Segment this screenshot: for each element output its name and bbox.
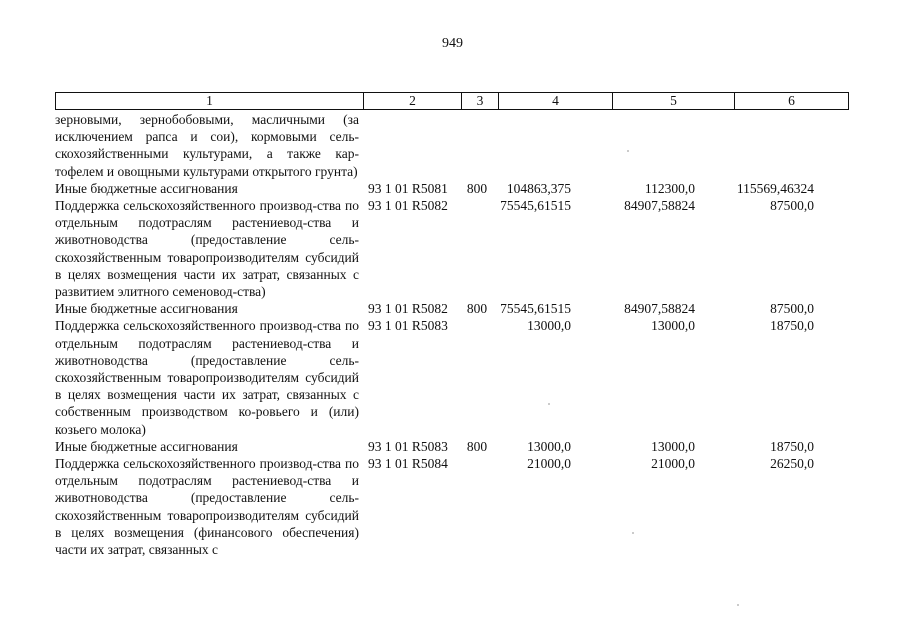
row-code: 93 1 01 R5083 bbox=[368, 438, 448, 454]
row-value-col4: 75545,61515 bbox=[500, 198, 571, 214]
row-expense-type bbox=[459, 197, 495, 300]
scan-speck bbox=[548, 403, 550, 405]
table-row bbox=[55, 197, 842, 300]
table-row bbox=[55, 455, 842, 558]
row-expense-type: 800 bbox=[466, 180, 488, 196]
row-value-col6 bbox=[729, 111, 842, 180]
row-value-col4 bbox=[495, 111, 608, 180]
row-value-col5 bbox=[608, 111, 729, 180]
row-value-col5: 112300,0 bbox=[644, 180, 695, 196]
column-header-6: 6 bbox=[735, 93, 849, 110]
column-header-row bbox=[56, 93, 849, 110]
row-value-col6: 18750,0 bbox=[770, 318, 814, 334]
page-number: 949 bbox=[442, 36, 463, 51]
column-header-3: 3 bbox=[462, 93, 499, 110]
table-row bbox=[55, 300, 842, 317]
row-value-col5: 84907,58824 bbox=[624, 301, 695, 317]
row-code: 93 1 01 R5084 bbox=[368, 456, 448, 472]
row-description: зерновыми, зернобобовыми, масличными (за исключением рапса и сои), кормовыми сель-скохозяйственными культурами, а также кар-тофелем и овощными культурами открытого грунта) bbox=[55, 112, 359, 179]
row-value-col6: 115569,46324 bbox=[736, 180, 814, 196]
row-description: Иные бюджетные ассигнования bbox=[55, 301, 238, 317]
row-expense-type bbox=[459, 111, 495, 180]
row-value-col4: 21000,0 bbox=[527, 456, 571, 472]
row-description: Поддержка сельскохозяйственного производ-ства по отдельным подотраслям растениевод-ства и животноводства (предоставление сель-скохозяйственным товаропроизводителям субсидий в целях возмещения (финансового обеспечения) части их затрат, связанных с bbox=[55, 456, 359, 558]
row-value-col6: 87500,0 bbox=[770, 198, 814, 214]
row-value-col5: 84907,58824 bbox=[624, 198, 695, 214]
column-header-2: 2 bbox=[364, 93, 462, 110]
column-header-table bbox=[55, 92, 849, 110]
row-expense-type bbox=[459, 455, 495, 558]
row-expense-type: 800 bbox=[466, 438, 488, 454]
row-value-col5: 13000,0 bbox=[651, 438, 695, 454]
row-value-col4: 104863,375 bbox=[506, 180, 571, 196]
row-code bbox=[362, 111, 459, 180]
row-expense-type bbox=[459, 317, 495, 437]
row-code: 93 1 01 R5081 bbox=[368, 180, 448, 196]
column-header-4: 4 bbox=[499, 93, 613, 110]
row-value-col6: 87500,0 bbox=[770, 301, 814, 317]
row-code: 93 1 01 R5082 bbox=[368, 301, 448, 317]
row-value-col4: 13000,0 bbox=[527, 438, 571, 454]
row-value-col6: 26250,0 bbox=[770, 456, 814, 472]
row-value-col6: 18750,0 bbox=[770, 438, 814, 454]
row-description: Поддержка сельскохозяйственного производ-ства по отдельным подотраслям растениевод-ства и животноводства (предоставление сель-скохозяйственным товаропроизводителям субсидий в целях возмещения части их затрат, связанных с развитием элитного семеновод-ства) bbox=[55, 198, 359, 300]
row-value-col4: 13000,0 bbox=[527, 318, 571, 334]
scan-speck bbox=[737, 604, 739, 606]
table-row bbox=[55, 180, 842, 197]
scan-speck bbox=[632, 532, 634, 534]
table-row bbox=[55, 111, 842, 180]
budget-table bbox=[55, 111, 842, 558]
scan-speck bbox=[627, 150, 629, 152]
column-header-1: 1 bbox=[56, 93, 364, 110]
row-description: Иные бюджетные ассигнования bbox=[55, 180, 238, 196]
row-description: Иные бюджетные ассигнования bbox=[55, 438, 238, 454]
row-expense-type: 800 bbox=[466, 301, 488, 317]
column-header-5: 5 bbox=[613, 93, 735, 110]
row-code: 93 1 01 R5083 bbox=[368, 318, 448, 334]
table-row bbox=[55, 438, 842, 455]
row-code: 93 1 01 R5082 bbox=[368, 198, 448, 214]
table-row bbox=[55, 317, 842, 437]
row-value-col5: 21000,0 bbox=[651, 456, 695, 472]
row-value-col4: 75545,61515 bbox=[500, 301, 571, 317]
row-value-col5: 13000,0 bbox=[651, 318, 695, 334]
row-description: Поддержка сельскохозяйственного производ-ства по отдельным подотраслям растениевод-ства и животноводства (предоставление сель-скохозяйственным товаропроизводителям субсидий в целях возмещения части их затрат, связанных с собственным производством ко-ровьего и (или) козьего молока) bbox=[55, 318, 359, 437]
